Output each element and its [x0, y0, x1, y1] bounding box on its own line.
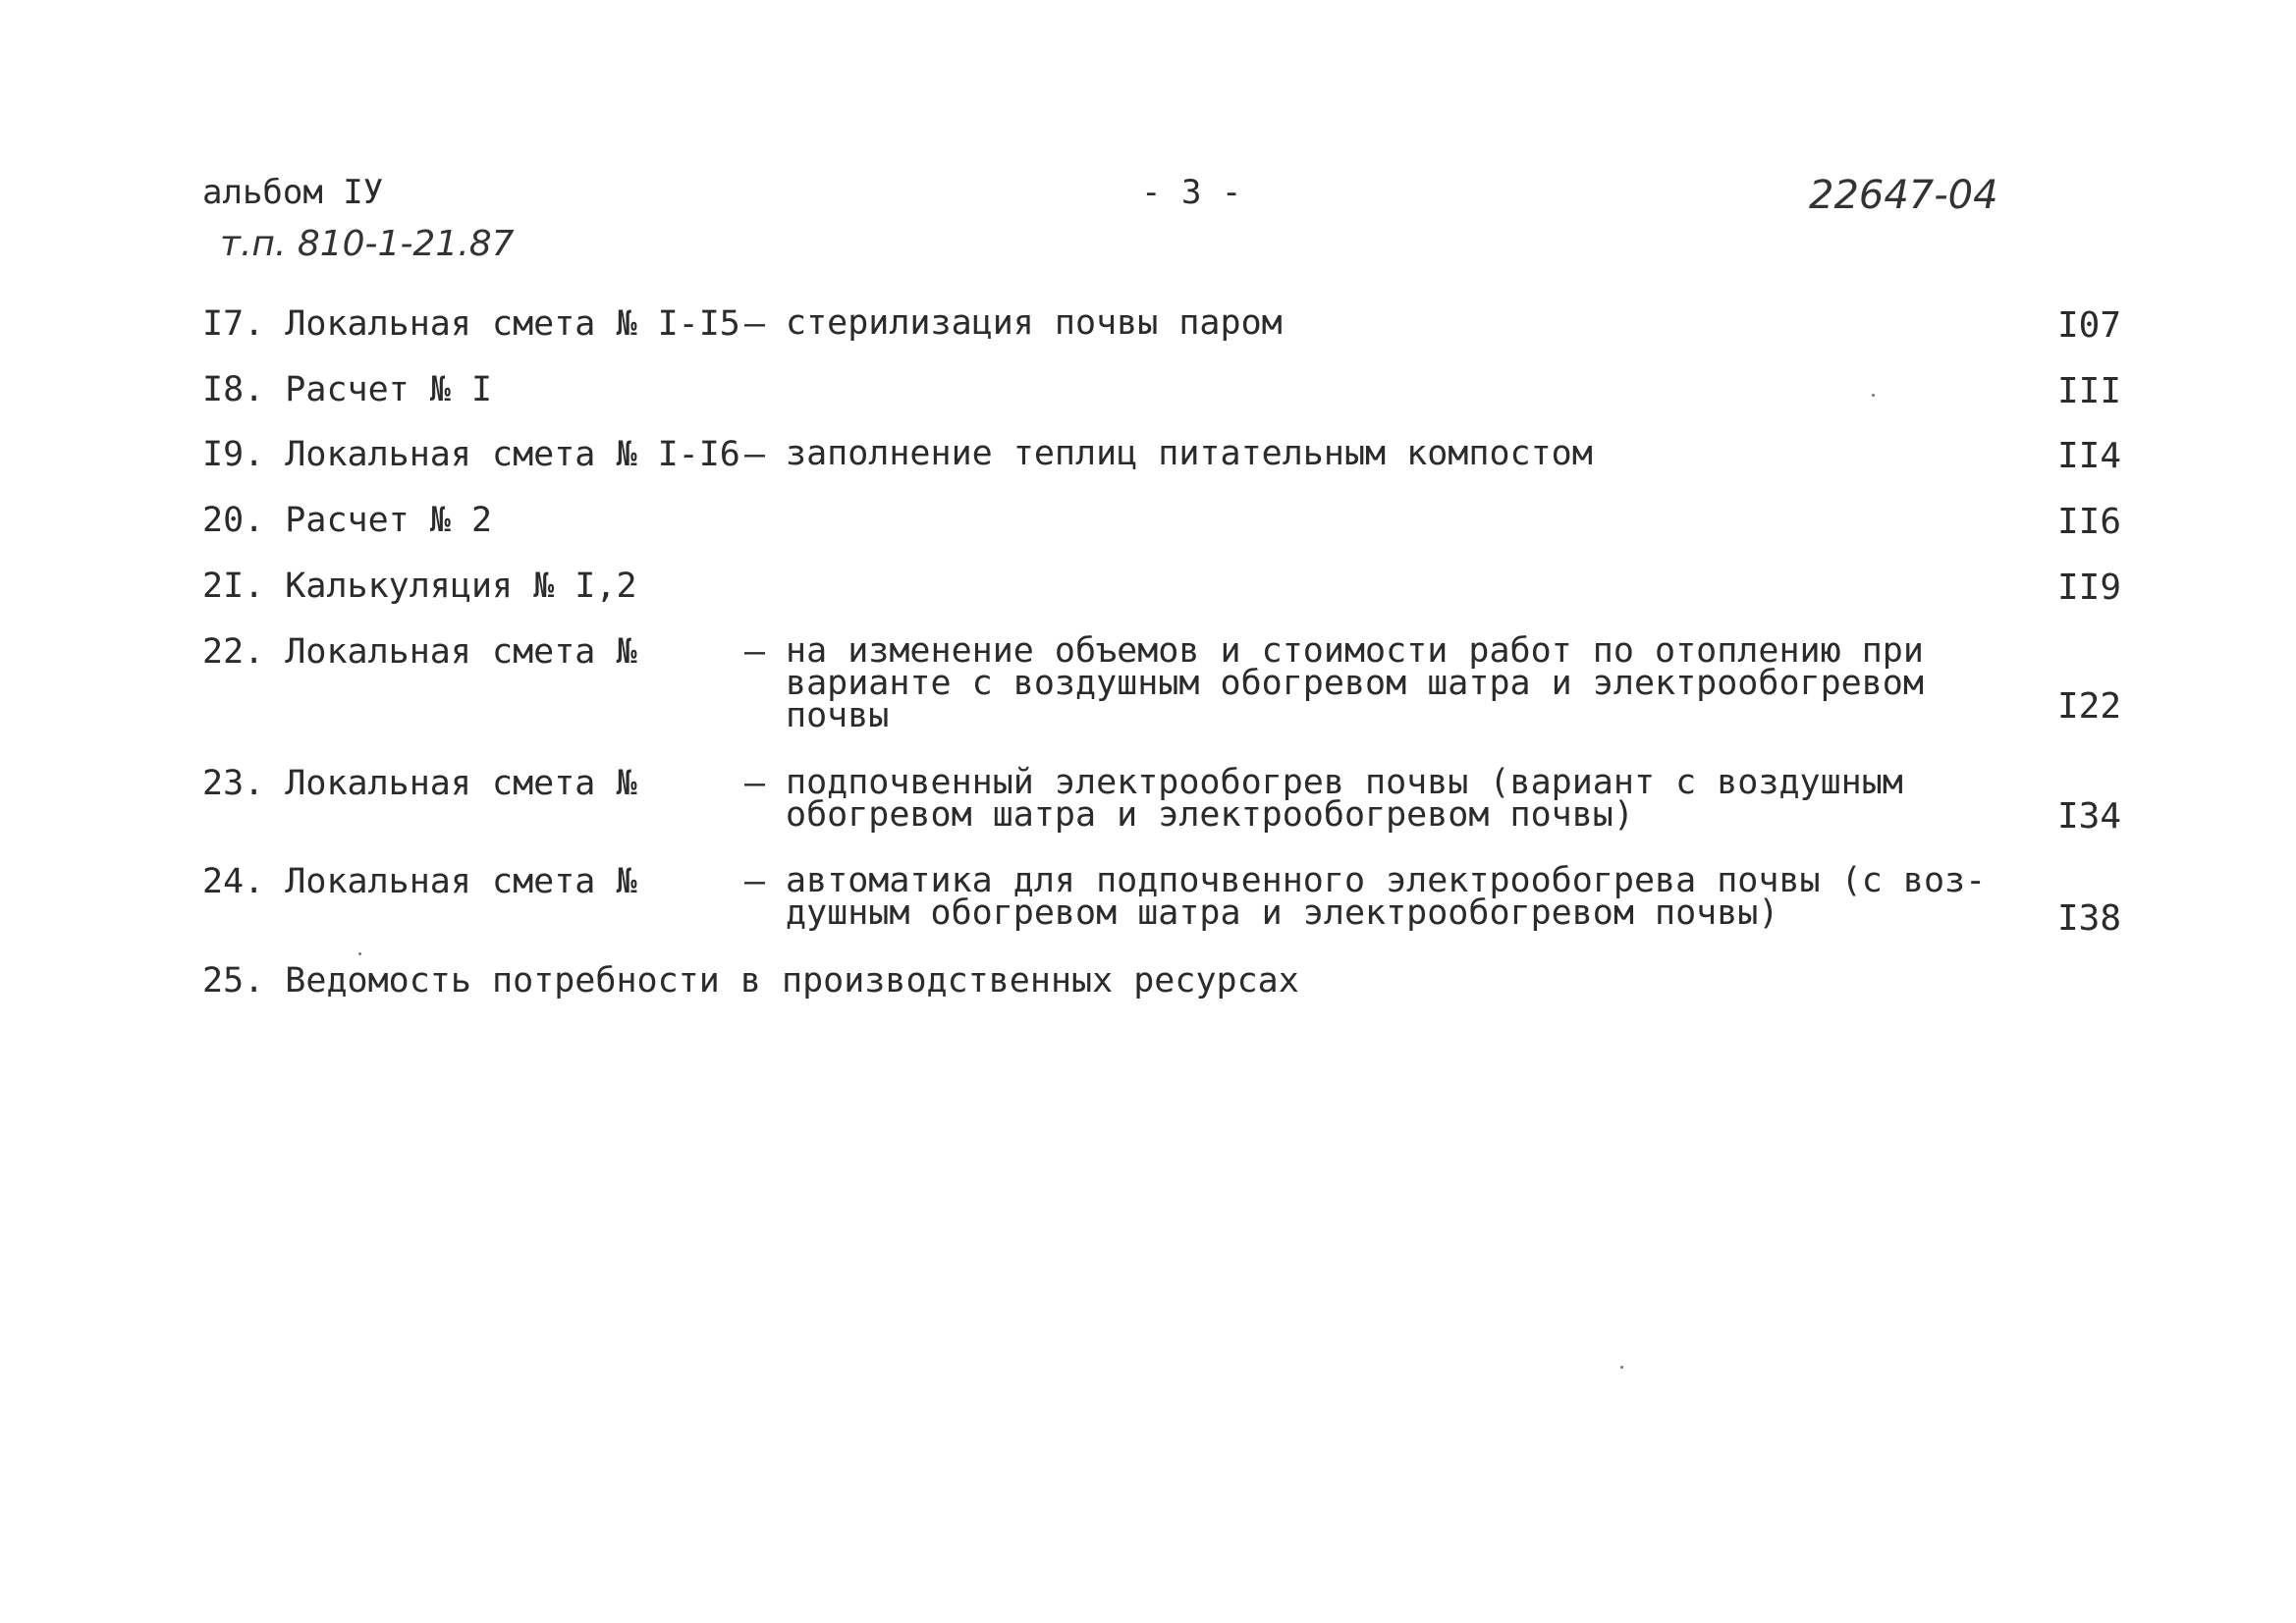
entry-number-and-title — [202, 370, 493, 409]
entry-number: I7. — [202, 304, 265, 344]
entry-title: Локальная смета № — [285, 862, 637, 901]
album-label: альбом IУ — [202, 173, 384, 212]
entry-description: автоматика для подпочвенного электрообогрева почвы (с воз- душным обогревом шатра и электрообогревом почвы) — [786, 861, 1987, 933]
entry-number-and-title — [202, 961, 1299, 1001]
entry-number: 23. — [202, 764, 265, 803]
entry-title: Локальная смета № — [285, 632, 637, 672]
entry-description: на изменение объемов и стоимости работ по отоплению при варианте с воздушным обогревом шатра и электрообогревом почвы — [786, 631, 1924, 735]
entry-number-and-title — [202, 501, 493, 540]
entry-number: 22. — [202, 632, 265, 672]
dash-separator: – — [744, 304, 766, 344]
entry-number-and-title — [202, 764, 637, 803]
scan-speck — [358, 952, 361, 955]
entry-number-and-title — [202, 862, 637, 901]
entry-title: Калькуляция № I,2 — [285, 567, 637, 606]
page-marker: - 3 - — [1141, 173, 1242, 212]
entry-number-and-title — [202, 435, 740, 474]
entry-number-and-title — [202, 304, 740, 344]
entry-title: Локальная смета № I-I5 — [285, 304, 740, 344]
entry-page-number: II9 — [2056, 568, 2121, 608]
entry-page-number: I07 — [2056, 305, 2121, 346]
entry-page-number: II4 — [2056, 436, 2121, 476]
entry-number: 20. — [202, 501, 265, 540]
scan-speck — [1872, 394, 1875, 397]
entry-number: 2I. — [202, 567, 265, 606]
entry-title: Расчет № I — [285, 370, 493, 409]
entry-page-number: I38 — [2056, 898, 2121, 939]
dash-separator: – — [744, 435, 766, 474]
project-code: т.п. 810-1-21.87 — [220, 224, 515, 264]
entry-number: I8. — [202, 370, 265, 409]
scan-speck — [1620, 1366, 1623, 1369]
entry-number: I9. — [202, 435, 265, 474]
entry-description: подпочвенный электрообогрев почвы (вариант с воздушным обогревом шатра и электрообогревом почвы) — [786, 763, 1903, 835]
document-number: 22647-04 — [1809, 173, 1998, 218]
entry-number: 24. — [202, 862, 265, 901]
entry-number-and-title — [202, 632, 637, 672]
entry-number-and-title — [202, 567, 637, 606]
entry-page-number: I22 — [2056, 686, 2121, 727]
entry-page-number: I34 — [2056, 796, 2121, 837]
entry-title: Локальная смета № — [285, 764, 637, 803]
entry-page-number: II6 — [2056, 502, 2121, 542]
entry-description: стерилизация почвы паром — [786, 303, 1283, 343]
entry-title: Ведомость потребности в производственных ресурсах — [285, 961, 1299, 1001]
dash-separator: – — [744, 632, 766, 672]
entry-title: Локальная смета № I-I6 — [285, 435, 740, 474]
dash-separator: – — [744, 764, 766, 803]
entry-number: 25. — [202, 961, 265, 1001]
entry-page-number: III — [2056, 371, 2121, 411]
entry-title: Расчет № 2 — [285, 501, 493, 540]
entry-description: заполнение теплиц питательным компостом — [786, 434, 1593, 473]
dash-separator: – — [744, 862, 766, 901]
